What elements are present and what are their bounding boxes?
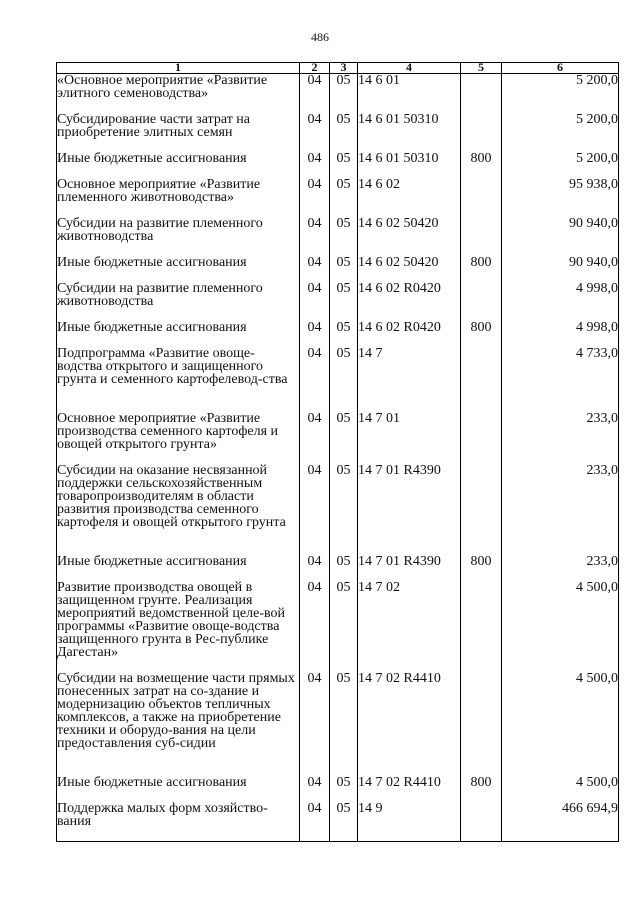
cell-amount: 233,0 (502, 555, 619, 581)
table-row (57, 113, 619, 152)
cell-amount: 4 500,0 (502, 672, 619, 776)
cell-pr: 05 (330, 412, 358, 464)
cell-name: Иные бюджетные ассигнования (57, 256, 300, 282)
cell-csr: 14 7 01 R4390 (358, 555, 461, 581)
cell-vr (461, 217, 502, 256)
cell-pr: 05 (330, 178, 358, 217)
cell-name: Поддержка малых форм хозяйство-вания (57, 802, 300, 842)
cell-name: «Основное мероприятие «Развитие элитного семеноводства» (57, 74, 300, 113)
cell-csr: 14 6 02 R0420 (358, 282, 461, 321)
cell-pr: 05 (330, 464, 358, 555)
table-header-row (57, 63, 619, 74)
cell-csr: 14 7 02 R4410 (358, 672, 461, 776)
cell-name: Иные бюджетные ассигнования (57, 776, 300, 802)
cell-rz: 04 (300, 282, 330, 321)
cell-vr (461, 178, 502, 217)
cell-rz: 04 (300, 178, 330, 217)
cell-rz: 04 (300, 152, 330, 178)
cell-pr: 05 (330, 776, 358, 802)
table-row (57, 282, 619, 321)
cell-name: Развитие производства овощей в защищенном грунте. Реализация мероприятий ведомственной целе-вой программы «Развитие овоще-водства защищенного грунта в Рес-публике Дагестан» (57, 581, 300, 672)
cell-vr: 800 (461, 256, 502, 282)
header-cell-rz: 2 (300, 63, 330, 74)
cell-csr: 14 6 02 50420 (358, 217, 461, 256)
cell-pr: 05 (330, 347, 358, 412)
cell-amount: 5 200,0 (502, 113, 619, 152)
table-row (57, 74, 619, 113)
cell-csr: 14 7 02 R4410 (358, 776, 461, 802)
cell-rz: 04 (300, 776, 330, 802)
cell-csr: 14 7 01 (358, 412, 461, 464)
cell-vr (461, 113, 502, 152)
cell-amount: 4 998,0 (502, 282, 619, 321)
table-row (57, 672, 619, 776)
cell-csr: 14 7 02 (358, 581, 461, 672)
header-cell-amount: 6 (502, 63, 619, 74)
cell-vr: 800 (461, 152, 502, 178)
cell-rz: 04 (300, 74, 330, 113)
cell-csr: 14 6 01 50310 (358, 152, 461, 178)
cell-vr: 800 (461, 555, 502, 581)
cell-rz: 04 (300, 464, 330, 555)
cell-amount: 233,0 (502, 464, 619, 555)
cell-pr: 05 (330, 802, 358, 842)
cell-pr: 05 (330, 555, 358, 581)
cell-pr: 05 (330, 672, 358, 776)
cell-csr: 14 7 (358, 347, 461, 412)
cell-rz: 04 (300, 321, 330, 347)
cell-rz: 04 (300, 412, 330, 464)
cell-amount: 95 938,0 (502, 178, 619, 217)
cell-csr: 14 6 01 (358, 74, 461, 113)
cell-rz: 04 (300, 581, 330, 672)
cell-amount: 4 733,0 (502, 347, 619, 412)
cell-rz: 04 (300, 217, 330, 256)
table-row (57, 178, 619, 217)
cell-name: Основное мероприятие «Развитие племенного животноводства» (57, 178, 300, 217)
cell-csr: 14 6 02 R0420 (358, 321, 461, 347)
cell-pr: 05 (330, 256, 358, 282)
page-number: 486 (311, 30, 329, 44)
cell-csr: 14 7 01 R4390 (358, 464, 461, 555)
cell-rz: 04 (300, 347, 330, 412)
cell-csr: 14 9 (358, 802, 461, 842)
cell-name: Подпрограмма «Развитие овоще-водства открытого и защищенного грунта и семенного картофелевод-ства (57, 347, 300, 412)
cell-amount: 4 500,0 (502, 776, 619, 802)
table-row (57, 464, 619, 555)
cell-csr: 14 6 01 50310 (358, 113, 461, 152)
cell-pr: 05 (330, 152, 358, 178)
table-row (57, 256, 619, 282)
cell-name: Субсидирование части затрат на приобретение элитных семян (57, 113, 300, 152)
cell-vr: 800 (461, 321, 502, 347)
cell-name: Иные бюджетные ассигнования (57, 555, 300, 581)
header-cell-vr: 5 (461, 63, 502, 74)
table-row (57, 412, 619, 464)
table-row (57, 152, 619, 178)
header-cell-pr: 3 (330, 63, 358, 74)
table-row (57, 581, 619, 672)
budget-table (56, 62, 619, 842)
cell-amount: 90 940,0 (502, 256, 619, 282)
cell-pr: 05 (330, 321, 358, 347)
cell-vr (461, 347, 502, 412)
table-row (57, 321, 619, 347)
cell-csr: 14 6 02 50420 (358, 256, 461, 282)
cell-pr: 05 (330, 74, 358, 113)
cell-vr (461, 412, 502, 464)
cell-name: Субсидии на возмещение части прямых понесенных затрат на со-здание и модернизацию объектов тепличных комплексов, а также на приобретение техники и оборудо-вания на цели предоставления суб-сидии (57, 672, 300, 776)
cell-name: Основное мероприятие «Развитие производства семенного картофеля и овощей открытого грунта» (57, 412, 300, 464)
cell-name: Иные бюджетные ассигнования (57, 321, 300, 347)
table-row (57, 555, 619, 581)
cell-pr: 05 (330, 581, 358, 672)
cell-rz: 04 (300, 256, 330, 282)
header-cell-csr: 4 (358, 63, 461, 74)
header-cell-name: 1 (57, 63, 300, 74)
cell-csr: 14 6 02 (358, 178, 461, 217)
table-row (57, 802, 619, 842)
cell-amount: 4 998,0 (502, 321, 619, 347)
cell-name: Субсидии на развитие племенного животноводства (57, 217, 300, 256)
cell-name: Иные бюджетные ассигнования (57, 152, 300, 178)
cell-pr: 05 (330, 282, 358, 321)
cell-vr: 800 (461, 776, 502, 802)
cell-vr (461, 581, 502, 672)
table-row (57, 217, 619, 256)
cell-vr (461, 802, 502, 842)
cell-rz: 04 (300, 555, 330, 581)
cell-name: Субсидии на развитие племенного животноводства (57, 282, 300, 321)
cell-pr: 05 (330, 217, 358, 256)
cell-amount: 5 200,0 (502, 152, 619, 178)
cell-rz: 04 (300, 113, 330, 152)
cell-amount: 4 500,0 (502, 581, 619, 672)
cell-vr (461, 464, 502, 555)
table-body (57, 74, 619, 842)
cell-name: Субсидии на оказание несвязанной поддержки сельскохозяйственным товаропроизводителям в области развития производства семенного картофеля и овощей открытого грунта (57, 464, 300, 555)
table-row (57, 776, 619, 802)
cell-amount: 466 694,9 (502, 802, 619, 842)
table-row (57, 347, 619, 412)
cell-rz: 04 (300, 802, 330, 842)
cell-vr (461, 672, 502, 776)
cell-rz: 04 (300, 672, 330, 776)
cell-vr (461, 74, 502, 113)
cell-amount: 90 940,0 (502, 217, 619, 256)
cell-vr (461, 282, 502, 321)
cell-amount: 233,0 (502, 412, 619, 464)
cell-pr: 05 (330, 113, 358, 152)
cell-amount: 5 200,0 (502, 74, 619, 113)
